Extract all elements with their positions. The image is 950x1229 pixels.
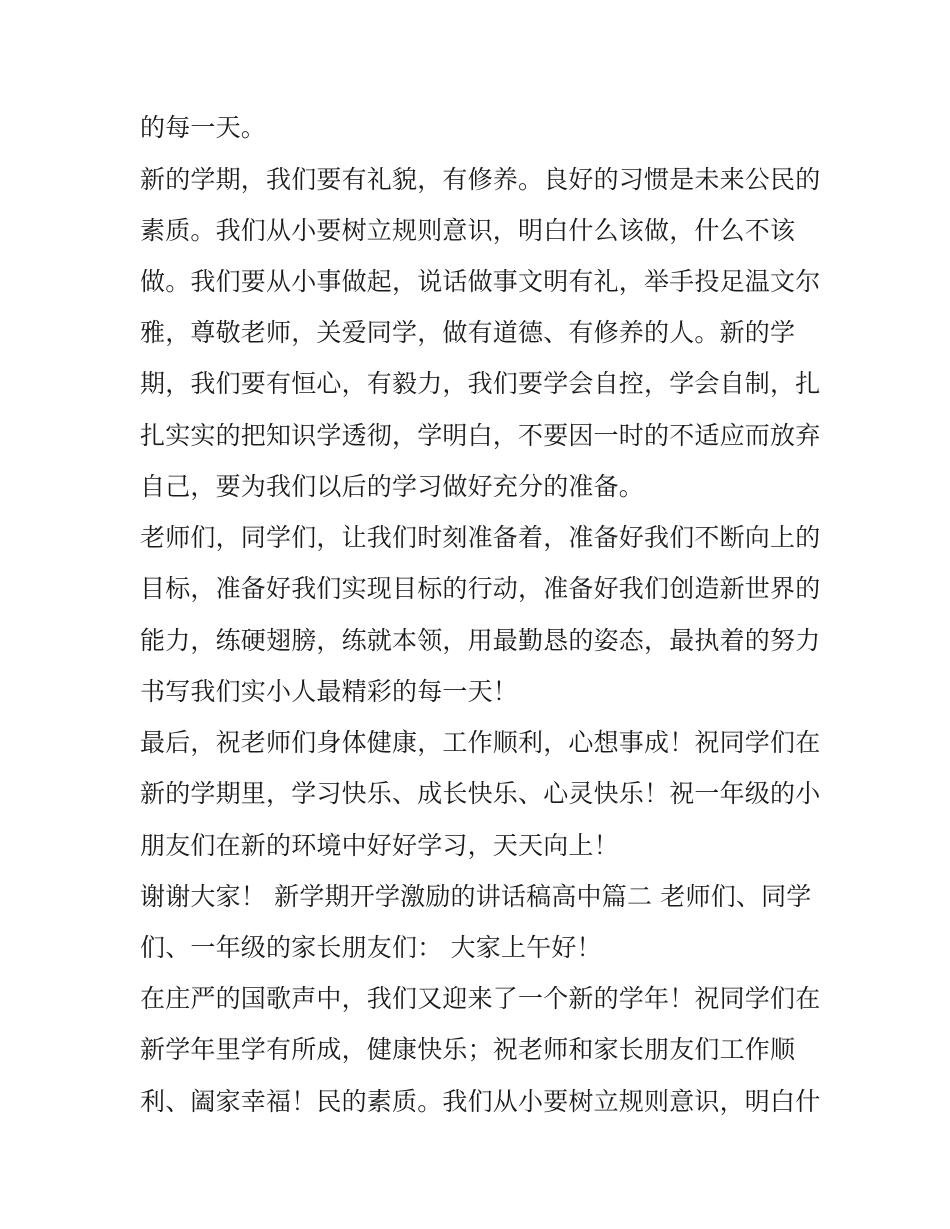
text-line: 素质。我们从小要树立规则意识，明白什么该做，什么不该 bbox=[140, 216, 796, 245]
text-line: 扎实实的把知识学透彻，学明白，不要因一时的不适应而放弃 bbox=[140, 421, 821, 450]
text-line: 做。我们要从小事做起，说话做事文明有礼，举手投足温文尔 bbox=[140, 267, 821, 296]
text-line: 老师们，同学们，让我们时刻准备着，准备好我们不断向上的 bbox=[140, 523, 821, 552]
text-line: 最后，祝老师们身体健康，工作顺利，心想事成！祝同学们在 bbox=[140, 728, 821, 757]
text-line: 能力，练硬翅膀，练就本领，用最勤恳的姿态，最执着的努力 bbox=[140, 626, 821, 655]
text-line: 们、一年级的家长朋友们： 大家上午好！ bbox=[140, 933, 602, 962]
text-line: 在庄严的国歌声中，我们又迎来了一个新的学年！祝同学们在 bbox=[140, 984, 821, 1013]
text-line: 自己，要为我们以后的学习做好充分的准备。 bbox=[140, 472, 645, 501]
text-line: 目标，准备好我们实现目标的行动，准备好我们创造新世界的 bbox=[140, 574, 821, 603]
text-line: 雅，尊敬老师，关爱同学，做有道德、有修养的人。新的学 bbox=[140, 318, 796, 347]
text-line: 利、阖家幸福！民的素质。我们从小要树立规则意识，明白什 bbox=[140, 1087, 821, 1116]
text-line: 期，我们要有恒心，有毅力，我们要学会自控，学会自制，扎 bbox=[140, 369, 821, 398]
text-line: 的每一天。 bbox=[140, 113, 267, 142]
text-line: 谢谢大家！ 新学期开学激励的讲话稿高中篇二 老师们、同学 bbox=[140, 882, 812, 911]
text-line: 新的学期里，学习快乐、成长快乐、心灵快乐！祝一年级的小 bbox=[140, 779, 821, 808]
text-line: 朋友们在新的环境中好好学习，天天向上！ bbox=[140, 831, 619, 860]
text-line: 新学年里学有所成，健康快乐；祝老师和家长朋友们工作顺 bbox=[140, 1035, 796, 1064]
text-line: 书写我们实小人最精彩的每一天！ bbox=[140, 677, 519, 706]
text-line: 新的学期，我们要有礼貌，有修养。良好的习惯是未来公民的 bbox=[140, 165, 821, 194]
